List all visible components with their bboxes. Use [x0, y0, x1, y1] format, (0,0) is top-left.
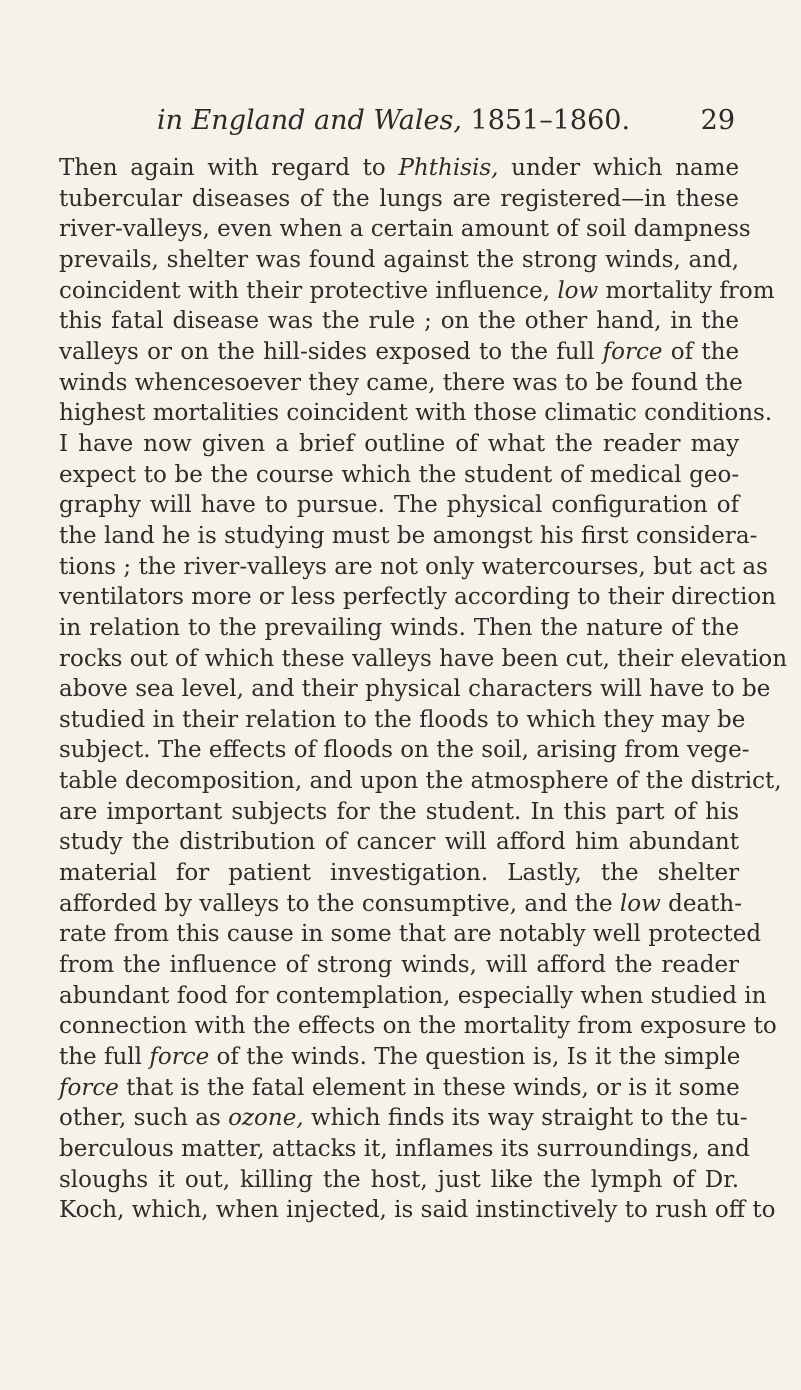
text-line: valleys or on the hill-sides exposed to the full force of the: [59, 338, 740, 365]
running-head-years: 1851–1860.: [470, 105, 631, 136]
text-line: other, such as ozone, which finds its way straight to the tu-: [59, 1105, 748, 1132]
text-line: sloughs it out, killing the host, just like the lymph of Dr.: [59, 1166, 740, 1193]
running-head: [52, 103, 735, 139]
running-head-england: England: [191, 105, 306, 136]
text-line: coincident with their protective influence, low mortality from: [59, 277, 775, 304]
text-line: rate from this cause in some that are notably well protected: [59, 921, 762, 948]
text-line: winds whencesoever they came, there was to be found the: [59, 369, 743, 396]
text-line: rocks out of which these valleys have been cut, their elevation: [59, 645, 788, 672]
text-line: connection with the effects on the mortality from exposure to: [59, 1013, 777, 1040]
running-head-wales: Wales,: [373, 105, 462, 136]
body-text: [59, 153, 788, 1226]
text-line: in relation to the prevailing winds. Then the nature of the: [59, 614, 740, 641]
text-line: river-valleys, even when a certain amount of soil dampness: [59, 216, 751, 243]
text-line: study the distribution of cancer will afford him abundant: [59, 829, 739, 856]
text-line: I have now given a brief outline of what the reader may: [59, 430, 740, 457]
text-line: tions ; the river-valleys are not only watercourses, but act as: [59, 553, 768, 580]
text-line: the full force of the winds. The question is, Is it the simple: [59, 1044, 741, 1071]
text-line: this fatal disease was the rule ; on the other hand, in the: [59, 308, 739, 335]
text-line: Koch, which, when injected, is said instinctively to rush off to: [59, 1197, 776, 1224]
text-line: berculous matter, attacks it, inflames its surroundings, and: [59, 1136, 750, 1162]
text-line: studied in their relation to the floods to which they may be: [59, 706, 746, 733]
text-line: ventilators more or less perfectly according to their direction: [59, 584, 776, 611]
text-line: table decomposition, and upon the atmosphere of the district,: [59, 768, 782, 795]
text-line: afforded by valleys to the consumptive, and the low death-: [59, 890, 742, 917]
text-line: expect to be the course which the student of medical geo-: [59, 461, 740, 488]
text-line: subject. The effects of floods on the soil, arising from vege-: [59, 737, 750, 764]
text-line: from the influence of strong winds, will afford the reader: [59, 952, 740, 979]
text-line: the land he is studying must be amongst his first considera-: [59, 522, 758, 549]
text-line: are important subjects for the student. In this part of his: [59, 798, 740, 825]
text-line: material for patient investigation. Lastly, the shelter: [59, 860, 740, 887]
running-title: [52, 103, 735, 139]
text-line: Then again with regard to Phthisis, under which name: [59, 155, 740, 181]
running-head-prefix: in: [156, 105, 183, 136]
text-line: graphy will have to pursue. The physical configuration of: [59, 492, 740, 519]
text-line: prevails, shelter was found against the strong winds, and,: [59, 246, 740, 273]
page-number: 29: [700, 105, 735, 136]
text-line: abundant food for contemplation, especially when studied in: [59, 982, 767, 1009]
text-line: above sea level, and their physical characters will have to be: [59, 676, 771, 703]
running-head-and: and: [313, 105, 365, 136]
text-line: force that is the fatal element in these winds, or is it some: [59, 1074, 740, 1101]
text-line: highest mortalities coincident with those climatic conditions.: [59, 400, 773, 427]
text-line: tubercular diseases of the lungs are registered—in these: [59, 185, 740, 212]
